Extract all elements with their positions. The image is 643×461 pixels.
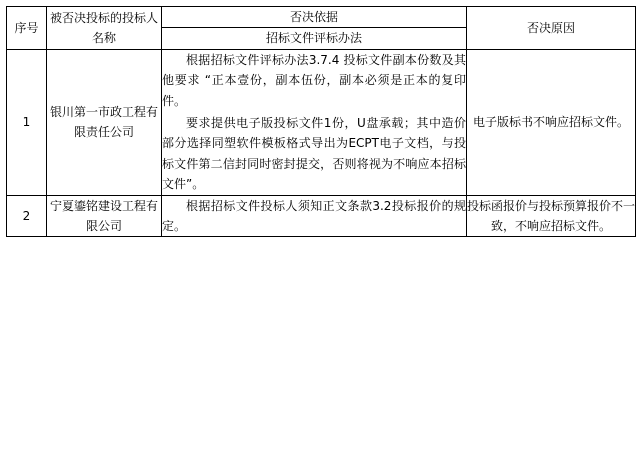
row-bidder-name: 宁夏鎏铭建设工程有限公司: [47, 195, 162, 237]
document-page: [0, 6, 643, 461]
header-cell-no: 序号: [7, 7, 47, 50]
table-header-row: [7, 7, 636, 28]
header-cell-basis-sub: 招标文件评标办法: [162, 28, 467, 49]
row-bidder-name: 银川第一市政工程有限责任公司: [47, 49, 162, 195]
rejected-bidders-table: [6, 6, 636, 237]
row-no: 2: [7, 195, 47, 237]
table-row: [7, 195, 636, 237]
row-basis: [162, 195, 467, 237]
row-reason: 投标函报价与投标预算报价不一致，不响应招标文件。: [467, 195, 636, 237]
row-basis-paragraph: 根据招标文件投标人须知正文条款3.2投标报价的规定。: [162, 198, 466, 233]
table-row: [7, 49, 636, 195]
header-cell-reason: 否决原因: [467, 7, 636, 50]
row-basis-paragraph: 根据招标文件评标办法3.7.4 投标文件副本份数及其他要求 “正本壹份，副本伍份，副本必须是正本的复印件。: [162, 52, 466, 108]
row-basis: [162, 49, 467, 195]
header-cell-basis: 否决依据: [162, 7, 467, 28]
row-basis-paragraph: 要求提供电子版投标文件1份，U盘承载；其中造价部分选择同塑软件模板格式导出为ECPT电子文档，与投标文件第二信封同时密封提交，否则将视为不响应本招标文件”。: [162, 115, 466, 192]
row-no: 1: [7, 49, 47, 195]
header-cell-bidder-name: 被否决投标的投标人名称: [47, 7, 162, 50]
row-reason: 电子版标书不响应招标文件。: [467, 49, 636, 195]
